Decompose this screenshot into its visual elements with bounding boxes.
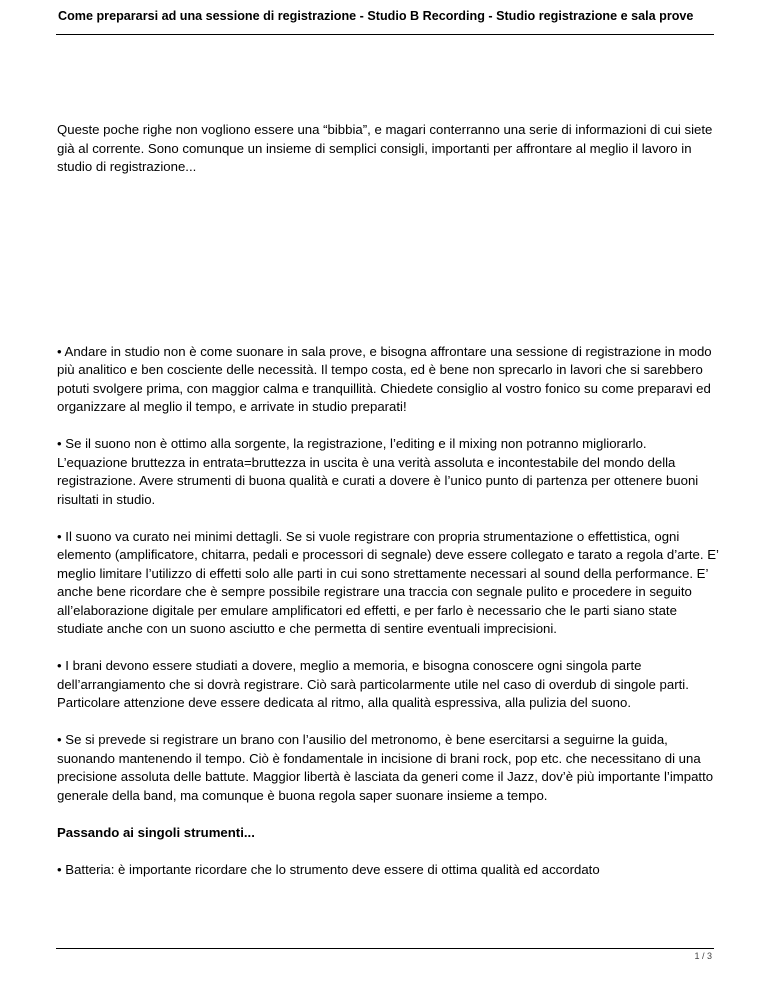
document-header-title: Come prepararsi ad una sessione di registrazione - Studio B Recording - Studio registrazione e sala prove <box>58 9 694 23</box>
bullet-paragraph: • Il suono va curato nei minimi dettagli. Se si vuole registrare con propria strumentazione o effettistica, ogni elemento (amplificatore, chitarra, pedali e processori di segnale) deve essere collegato e tarato a regola d’arte. E’ meglio limitare l’utilizzo di effetti solo alle parti in cui sono strettamente necessari al sound della performance. E’ anche bene ricordare che è sempre possibile registrare una traccia con segnale pulito e procedere in seguito all’elaborazione digitale per emulare amplificatori ed effetti, e per farlo è necessario che le parti siano state studiate anche con un suono asciutto e che permetta di sentire eventuali imprecisioni. <box>57 528 719 636</box>
blank-space <box>57 177 719 343</box>
document-body <box>57 121 719 898</box>
bullet-paragraph: • I brani devono essere studiati a dovere, meglio a memoria, e bisogna conoscere ogni singola parte dell’arrangiamento che si dovrà registrare. Ciò sarà particolarmente utile nel caso di overdub di singole parti. Particolare attenzione deve essere dedicata al ritmo, alla qualità espressiva, alla pulizia del suono. <box>57 658 689 710</box>
bullet-paragraph-drums: • Batteria: è importante ricordare che lo strumento deve essere di ottima qualità ed accordato <box>57 861 600 877</box>
section-heading: Passando ai singoli strumenti... <box>57 824 255 840</box>
bullet-paragraph: • Se il suono non è ottimo alla sorgente, la registrazione, l’editing e il mixing non potranno migliorarlo. L’equazione bruttezza in entrata=bruttezza in uscita è una verità assoluta e incontestabile del mondo della registrazione. Avere strumenti di buona qualità e curati a dovere è l’unico punto di partenza per ottenere buoni risultati in studio. <box>57 436 699 507</box>
bullet-paragraph: • Andare in studio non è come suonare in sala prove, e bisogna affrontare una sessione di registrazione in modo più analitico e ben cosciente delle necessità. Il tempo costa, ed è bene non sprecarlo in lavori che si sarebbero potuti svolgere prima, con maggior calma e tranquillità. Chiedete consiglio al vostro fonico su come preparavi ed organizzare al meglio il tempo, e arrivate in studio preparati! <box>57 343 712 414</box>
bullet-paragraph: • Se si prevede si registrare un brano con l’ausilio del metronomo, è bene esercitarsi a seguirne la guida, suonando mantenendo il tempo. Ciò è fondamentale in incisione di brani rock, pop etc. che necessitano di una precisione assoluta delle battute. Maggior libertà è lasciata da generi come il Jazz, dov’è più importante l’impatto generale della band, ma comunque è buona regola saper suonare insieme a tempo. <box>57 732 714 803</box>
footer-divider <box>56 948 714 949</box>
header-divider <box>56 34 714 35</box>
intro-paragraph: Queste poche righe non vogliono essere una “bibbia”, e magari conterranno una serie di informazioni di cui siete già al corrente. Sono comunque un insieme di semplici consigli, importanti per affrontare al meglio il lavoro in studio di registrazione... <box>57 122 713 174</box>
page-number: 1 / 3 <box>694 951 712 961</box>
